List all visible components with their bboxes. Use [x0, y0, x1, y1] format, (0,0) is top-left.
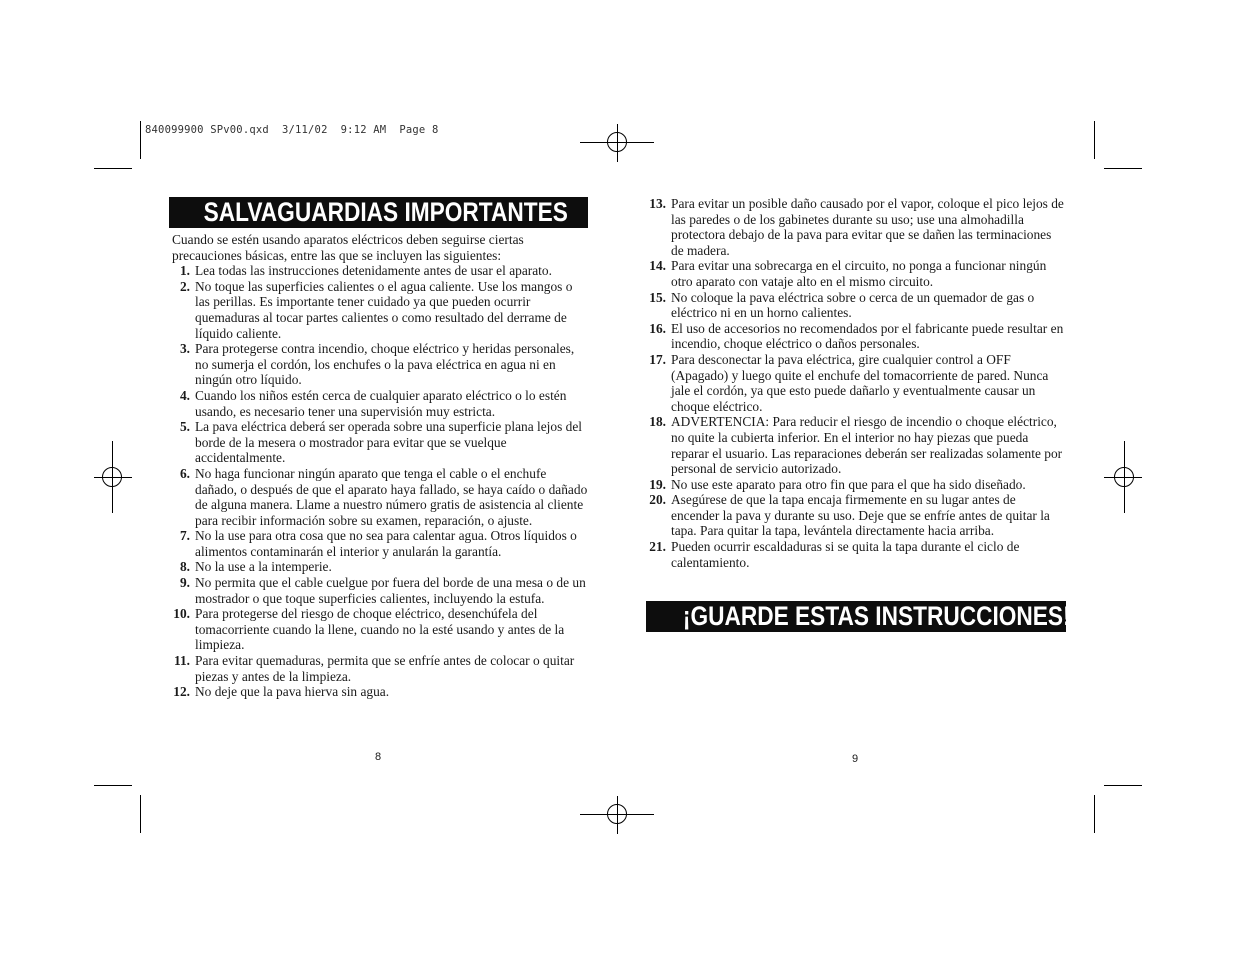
save-instructions-banner: ¡GUARDE ESTAS INSTRUCCIONES! — [646, 601, 1066, 632]
list-item — [172, 388, 590, 419]
right-column — [648, 196, 1066, 570]
list-item — [172, 341, 590, 388]
page-number-left: 8 — [375, 751, 382, 763]
item-text: ADVERTENCIA: Para reducir el riesgo de incendio o choque eléctrico, no quite la cubierta inferior. En el interior no hay piezas que pueda reparar el usuario. Las reparaciones deberán ser realizadas solamente por personal de servicio autorizado. — [671, 414, 1063, 477]
item-text: No permita que el cable cuelgue por fuera del borde de una mesa o de un mostrador o que toque superficies calientes, incluyendo la estufa. — [195, 575, 586, 606]
item-number: 7. — [179, 528, 190, 544]
item-number: 16. — [649, 320, 666, 336]
item-text: No la use a la intemperie. — [195, 559, 332, 575]
crop-mark — [140, 121, 141, 159]
item-text: La pava eléctrica deberá ser operada sobre una superficie plana lejos del borde de la mesera o mostrador para evitar que se vuelque accidentalmente. — [195, 419, 583, 466]
list-item — [172, 263, 590, 279]
safeguard-list-continued — [648, 196, 1066, 570]
item-number: 5. — [179, 419, 190, 435]
item-text: Cuando los niños estén cerca de cualquier aparato eléctrico o lo estén usando, es necesario tener una supervisión muy estricta. — [195, 387, 567, 419]
item-text: El uso de accesorios no recomendados por el fabricante puede resultar en incendio, choque eléctrico o daños personales. — [671, 320, 1064, 352]
item-number: 6. — [179, 465, 190, 481]
crop-mark — [140, 795, 141, 833]
crop-mark — [1104, 785, 1142, 786]
item-text: No toque las superficies calientes o el agua caliente. Use los mangos o las perillas. Es importante tener cuidado ya que pueden ocurrir quemaduras al tocar partes calientes o como resultado del derrame de líquido caliente. — [195, 278, 573, 341]
list-item — [172, 606, 590, 653]
item-number: 14. — [649, 258, 666, 274]
item-number: 20. — [649, 492, 666, 508]
item-number: 13. — [649, 196, 666, 211]
item-text: Para evitar un posible daño causado por el vapor, coloque el pico lejos de las paredes o de los gabinetes durante su uso; use una almohadilla protectora debajo de la pava para evitar que se dañen las terminaciones de madera. — [671, 196, 1064, 258]
item-number: 11. — [174, 653, 190, 669]
item-text: Lea todas las instrucciones detenidamente antes de usar el aparato. — [195, 263, 552, 279]
item-number: 12. — [173, 684, 190, 700]
crop-mark — [94, 785, 132, 786]
page-title: SALVAGUARDIAS IMPORTANTES — [169, 197, 588, 228]
item-text: No deje que la pava hierva sin agua. — [195, 684, 390, 700]
list-item — [172, 528, 590, 559]
item-number: 15. — [649, 289, 666, 305]
list-item — [172, 653, 590, 684]
item-text: Pueden ocurrir escaldaduras si se quita la tapa durante el ciclo de calentamiento. — [671, 539, 1020, 570]
list-item — [648, 492, 1066, 539]
item-number: 2. — [179, 278, 190, 294]
item-text: Para protegerse del riesgo de choque eléctrico, desenchúfela del tomacorriente cuando la llene, cuando no la esté usando y antes de la limpieza. — [195, 606, 565, 653]
item-number: 3. — [179, 341, 190, 357]
item-number: 10. — [173, 606, 190, 622]
item-number: 9. — [179, 575, 190, 591]
left-column — [172, 232, 590, 700]
list-item — [648, 196, 1066, 258]
list-item — [648, 258, 1066, 289]
crop-mark — [1104, 168, 1142, 169]
item-text: Para protegerse contra incendio, choque eléctrico y heridas personales, no sumerja el cordón, los enchufes o la pava eléctrica en agua ni en ningún otro líquido. — [195, 341, 575, 388]
list-item — [648, 539, 1066, 570]
list-item — [172, 419, 590, 466]
item-text: Para evitar quemaduras, permita que se enfríe antes de colocar o quitar piezas y antes de la limpieza. — [195, 653, 575, 684]
crop-mark — [1094, 795, 1095, 833]
item-text: Para desconectar la pava eléctrica, gire cualquier control a OFF (Apagado) y luego quite el enchufe del tomacorriente de pared. Nunca jale el cordón, ya que esto puede dañarlo y eventualmente causar un choque eléctrico. — [671, 351, 1049, 414]
print-slug: 840099900 SPv00.qxd 3/11/02 9:12 AM Page 8 — [145, 124, 439, 136]
item-text: Para evitar una sobrecarga en el circuito, no ponga a funcionar ningún otro aparato con vataje alto en el mismo circuito. — [671, 258, 1047, 289]
item-number: 19. — [649, 476, 666, 492]
safeguard-list — [172, 263, 590, 700]
item-text: No use este aparato para otro fin que para el que ha sido diseñado. — [671, 476, 1026, 492]
item-text: Asegúrese de que la tapa encaja firmemente en su lugar antes de encender la pava y durante su uso. Deje que se enfríe antes de quitar la tapa. Para quitar la tapa, levántela directamente hacia arriba. — [671, 492, 1050, 539]
item-number: 8. — [179, 559, 190, 575]
list-item — [172, 575, 590, 606]
crop-mark — [1094, 121, 1095, 159]
item-number: 18. — [649, 414, 666, 430]
item-text: No coloque la pava eléctrica sobre o cerca de un quemador de gas o eléctrico ni en un horno calientes. — [671, 289, 1035, 321]
intro-text: Cuando se estén usando aparatos eléctricos deben seguirse ciertas precauciones básicas, entre las que se incluyen las siguientes: — [172, 232, 524, 263]
crop-mark — [94, 168, 132, 169]
list-item — [648, 290, 1066, 321]
item-number: 1. — [179, 263, 190, 279]
list-item — [172, 559, 590, 575]
item-number: 21. — [649, 539, 666, 555]
list-item — [172, 466, 590, 528]
list-item — [648, 477, 1066, 493]
list-item — [648, 321, 1066, 352]
item-number: 17. — [649, 351, 666, 367]
list-item — [172, 279, 590, 341]
item-text: No haga funcionar ningún aparato que tenga el cable o el enchufe dañado, o después de que el aparato haya fallado, se haya caído o dañado de alguna manera. Llame a nuestro número gratis de asistencia al cliente para recibir información sobre su examen, reparación, o ajuste. — [195, 465, 588, 528]
list-item — [648, 414, 1066, 476]
page-number-right: 9 — [852, 753, 859, 765]
item-text: No la use para otra cosa que no sea para calentar agua. Otros líquidos o alimentos contaminarán el interior y anularán la garantía. — [195, 528, 577, 559]
list-item — [648, 352, 1066, 414]
list-item — [172, 684, 590, 700]
item-number: 4. — [179, 387, 190, 403]
